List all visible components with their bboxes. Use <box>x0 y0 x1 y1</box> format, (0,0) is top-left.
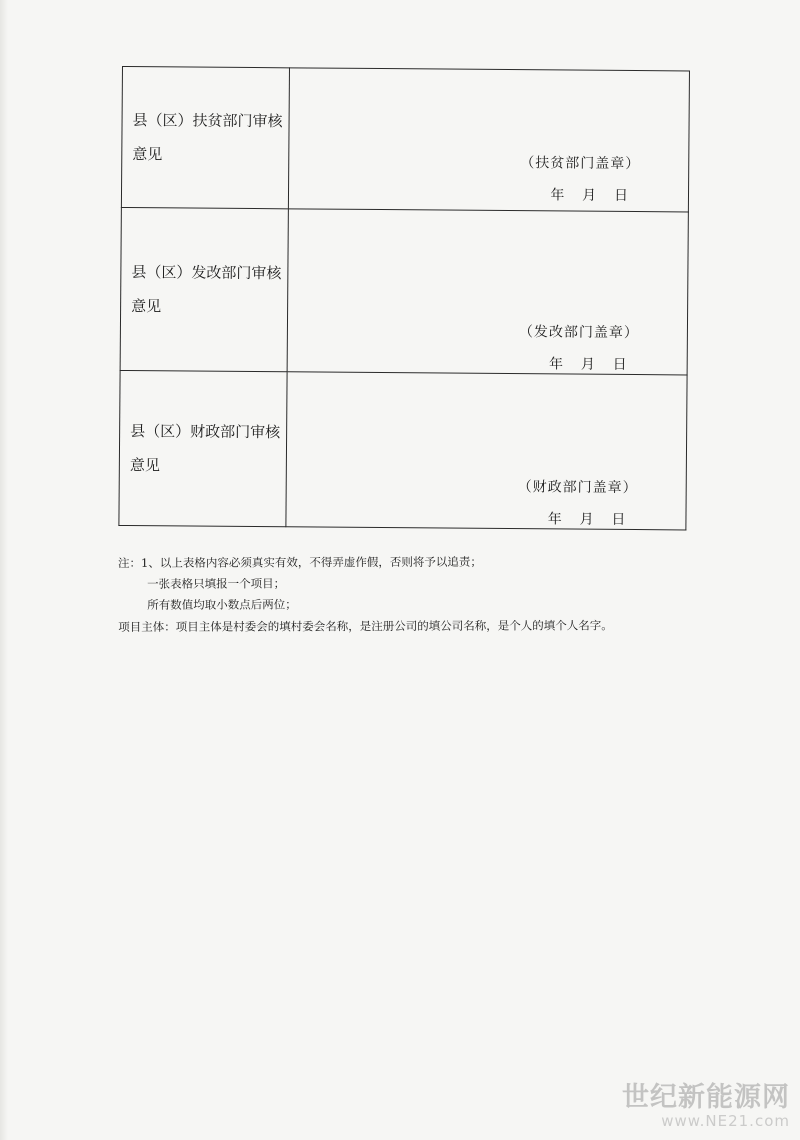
note-3: 所有数值均取小数点后两位； <box>147 597 297 612</box>
finance-dept-date: 年 月 日 <box>547 511 626 528</box>
development-reform-dept-date: 年 月 日 <box>548 356 627 373</box>
finance-dept-seal: （财政部门盖章） <box>517 479 638 497</box>
table-row <box>120 207 688 374</box>
poverty-dept-label: 县（区）扶贫部门审核意见 <box>121 67 289 209</box>
development-reform-dept-label: 县（区）发改部门审核意见 <box>120 207 288 371</box>
note-2: 一张表格只填报一个项目； <box>147 576 286 591</box>
poverty-dept-date: 年 月 日 <box>550 187 629 204</box>
table-row <box>119 370 687 529</box>
development-reform-dept-opinion-cell <box>287 209 688 375</box>
site-watermark <box>622 1075 790 1130</box>
poverty-dept-seal: （扶贫部门盖章） <box>520 155 641 173</box>
finance-dept-opinion-cell <box>286 372 687 530</box>
poverty-dept-opinion-cell <box>288 68 689 212</box>
development-reform-dept-seal: （发改部门盖章） <box>518 324 639 342</box>
notes-section <box>118 551 738 638</box>
project-subject-note: 项目主体：项目主体是村委会的填村委会名称，是注册公司的填公司名称，是个人的填个人名字。 <box>118 618 613 634</box>
scan-edge <box>0 0 8 1140</box>
review-opinion-table <box>118 66 690 530</box>
note-1: 注：1、以上表格内容必须真实有效，不得弄虚作假，否则将予以追责； <box>118 554 482 570</box>
watermark-logo-text: 世纪新能源网 <box>622 1082 790 1113</box>
table-row <box>121 67 689 212</box>
finance-dept-label: 县（区）财政部门审核意见 <box>119 370 287 526</box>
watermark-url: www.NE21.com <box>661 1112 790 1130</box>
